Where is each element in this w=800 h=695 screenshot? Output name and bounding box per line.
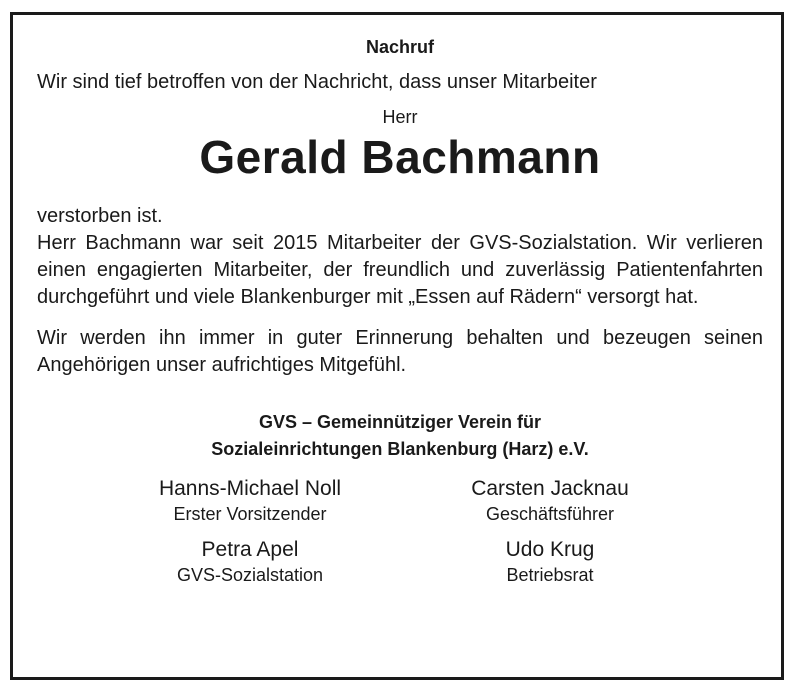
signatory (120, 536, 380, 587)
obituary-text-employment: Herr Bachmann war seit 2015 Mitarbeiter der GVS-Sozialstation. Wir verlieren einen engagierten Mitarbeiter, der freundlich und zuverlässig Patientenfahrten durchgeführt und viele Blankenburger mit „Essen auf Rädern“ versorgt hat. (37, 232, 763, 308)
notice-heading: Nachruf (365, 37, 434, 57)
obituary-line-deceased: verstorben ist. (37, 205, 163, 227)
organization-line-2: Sozialeinrichtungen Blankenburg (Harz) e.V. (211, 439, 589, 459)
signatory-name: Udo Krug (505, 538, 595, 561)
notice-intro: Wir sind tief betroffen von der Nachricht, dass unser Mitarbeiter (37, 71, 597, 93)
signatory-role: GVS-Sozialstation (176, 565, 324, 585)
signatory-role: Geschäftsführer (485, 504, 615, 524)
obituary-paragraph-2: Wir werden ihn immer in guter Erinnerung behalten und bezeugen seinen Angehörigen unser aufrichtiges Mitgefühl. (37, 327, 763, 376)
deceased-name: Gerald Bachmann (199, 131, 601, 183)
signatory-role: Erster Vorsitzender (173, 504, 327, 524)
signatory-name: Hanns-Michael Noll (158, 477, 342, 500)
signatory-name: Carsten Jacknau (471, 477, 629, 500)
organization-block (37, 409, 763, 463)
notice-frame (10, 12, 784, 680)
obituary-paragraph-1 (37, 203, 763, 311)
signatory (120, 475, 380, 526)
organization-line-1: GVS – Gemeinnütziger Verein für (258, 412, 542, 432)
salutation: Herr (382, 107, 418, 127)
notice-content (37, 33, 763, 587)
signatory-role: Betriebsrat (506, 565, 594, 585)
signatures (120, 475, 680, 587)
signatory (420, 475, 680, 526)
signatory (420, 536, 680, 587)
signatory-name: Petra Apel (201, 538, 299, 561)
